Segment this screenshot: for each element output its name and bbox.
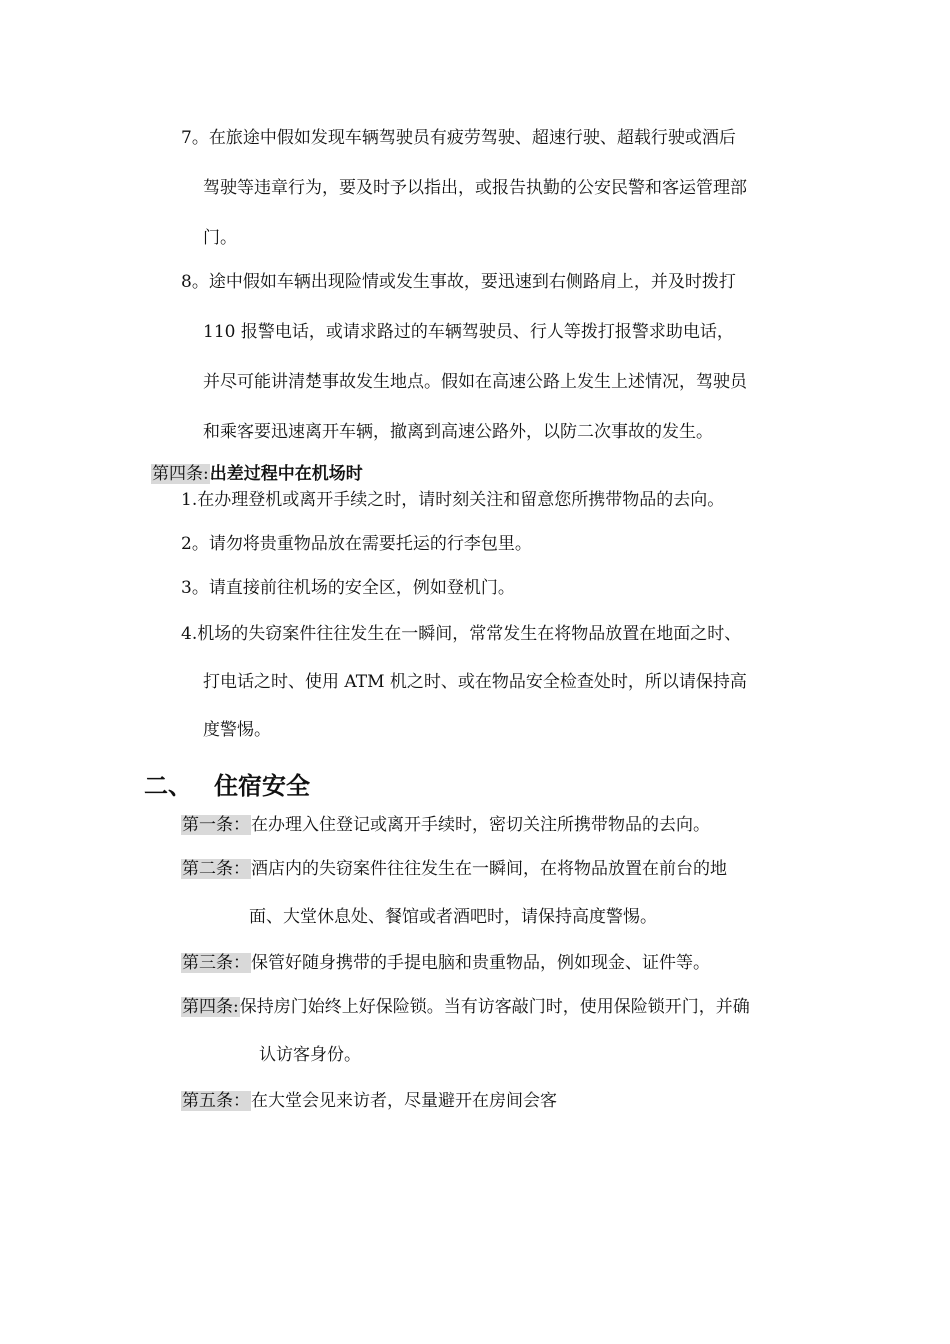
section-title: 住宿安全	[214, 772, 310, 800]
article-label: 第一条：	[182, 815, 250, 835]
airport-item-4-line-1: 4.机场的失窃案件往往发生在一瞬间，常常发生在将物品放置在地面之时、	[181, 624, 742, 644]
airport-item-4-line-2: 打电话之时、使用 ATM 机之时、或在物品安全检查处时，所以请保持高	[203, 672, 747, 692]
article-text: 在大堂会见来访者，尽量避开在房间会客	[251, 1091, 557, 1111]
article-label: 第四条:	[182, 997, 239, 1017]
lodging-article-2	[181, 857, 727, 881]
section-number: 二、	[144, 772, 192, 800]
section-heading	[144, 770, 310, 802]
airport-item-4-line-3: 度警惕。	[203, 720, 271, 740]
item-7-line-3: 门。	[203, 228, 237, 248]
lodging-article-3	[181, 951, 710, 975]
article-label: 第三条：	[182, 953, 250, 973]
airport-heading	[151, 462, 363, 486]
article-label: 第二条：	[182, 859, 250, 879]
article-text: 保持房门始终上好保险锁。当有访客敲门时，使用保险锁开门，并确	[239, 997, 750, 1017]
airport-title: 出差过程中在机场时	[209, 464, 363, 484]
item-8-line-4: 和乘客要迅速离开车辆，撤离到高速公路外，以防二次事故的发生。	[203, 422, 713, 442]
airport-item-1: 1.在办理登机或离开手续之时，请时刻关注和留意您所携带物品的去向。	[181, 490, 725, 510]
lodging-article-4	[181, 995, 750, 1019]
lodging-article-1	[181, 813, 710, 837]
item-8-line-2: 110 报警电话，或请求路过的车辆驾驶员、行人等拨打报警求助电话，	[203, 322, 734, 342]
item-8-line-1: 8。途中假如车辆出现险情或发生事故，要迅速到右侧路肩上，并及时拨打	[181, 272, 736, 292]
item-7-line-2: 驾驶等违章行为，要及时予以指出，或报告执勤的公安民警和客运管理部	[203, 178, 747, 198]
article-label: 第五条：	[182, 1091, 250, 1111]
article-text: 在办理入住登记或离开手续时，密切关注所携带物品的去向。	[251, 815, 710, 835]
lodging-article-4-cont: 认访客身份。	[259, 1045, 361, 1065]
lodging-article-2-cont: 面、大堂休息处、餐馆或者酒吧时，请保持高度警惕。	[249, 907, 657, 927]
article-text: 酒店内的失窃案件往往发生在一瞬间，在将物品放置在前台的地	[251, 859, 727, 879]
airport-item-2: 2。请勿将贵重物品放在需要托运的行李包里。	[181, 534, 532, 554]
article-text: 保管好随身携带的手提电脑和贵重物品，例如现金、证件等。	[251, 953, 710, 973]
item-8-line-3: 并尽可能讲清楚事故发生地点。假如在高速公路上发生上述情况，驾驶员	[203, 372, 747, 392]
item-7-line-1: 7。在旅途中假如发现车辆驾驶员有疲劳驾驶、超速行驶、超载行驶或酒后	[181, 128, 736, 148]
lodging-article-5	[181, 1089, 557, 1113]
airport-item-3: 3。请直接前往机场的安全区，例如登机门。	[181, 578, 515, 598]
article-label: 第四条:	[152, 464, 209, 484]
